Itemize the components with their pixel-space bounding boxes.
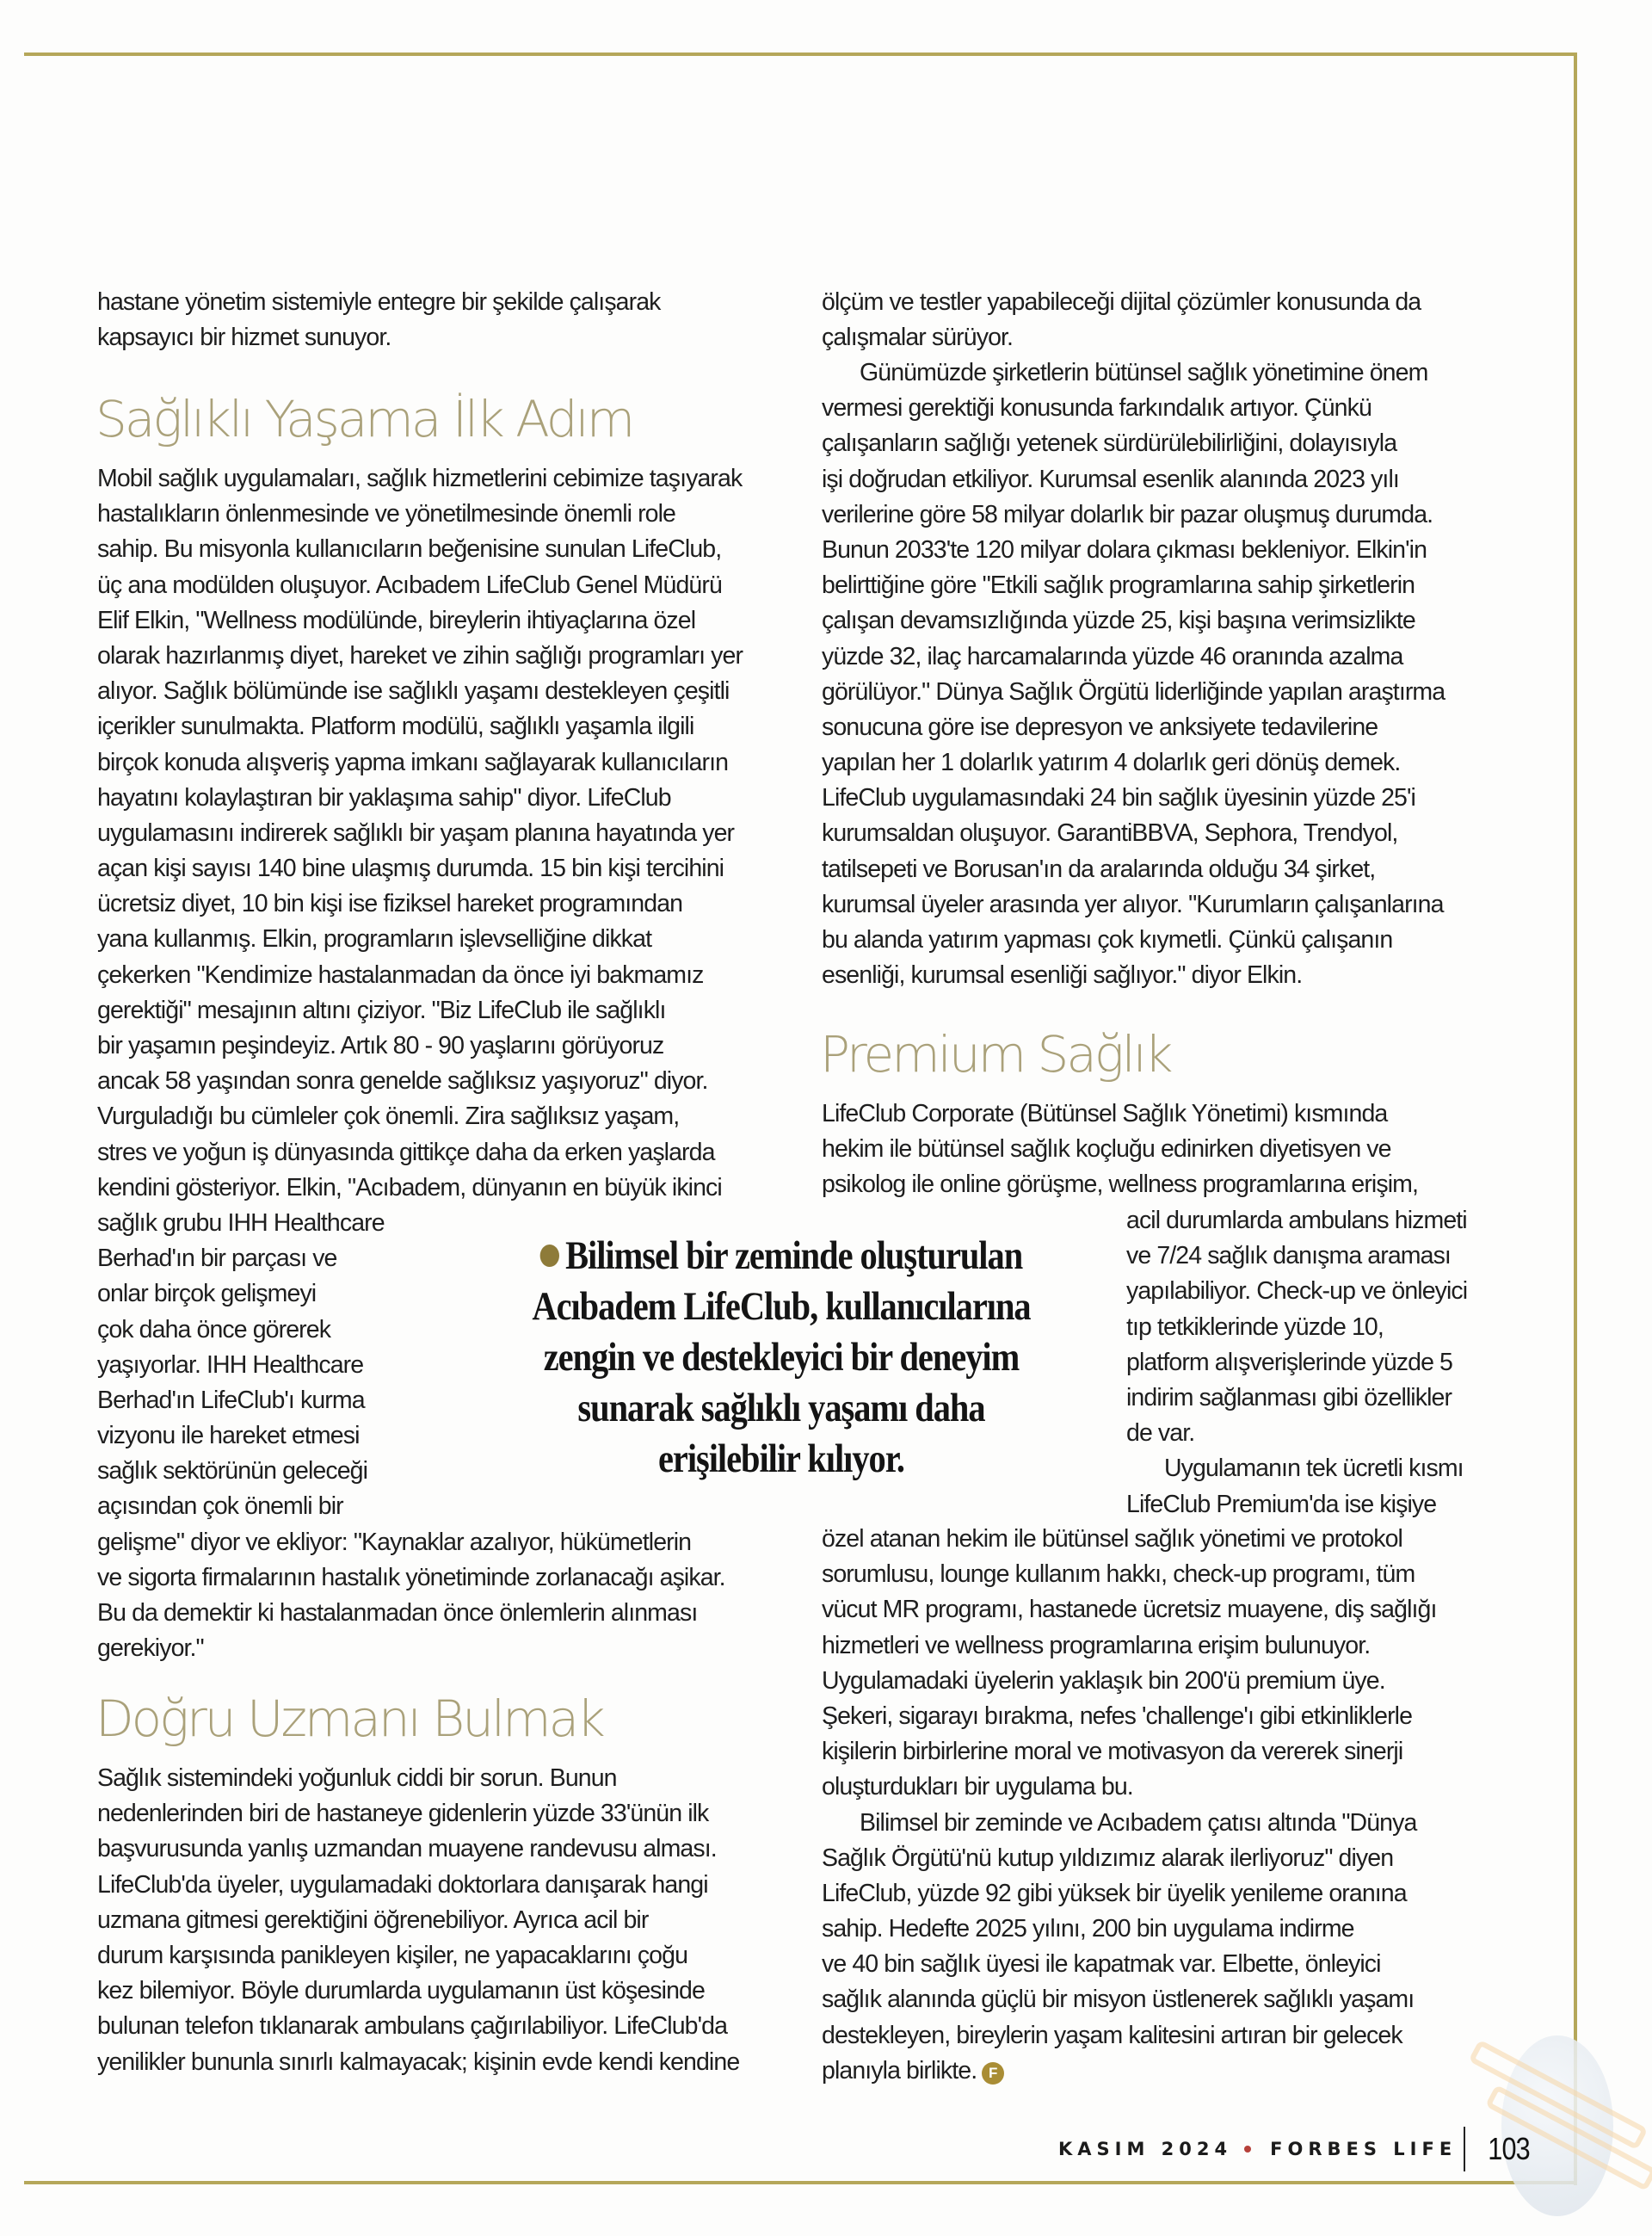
body-line: özel atanan hekim ile bütünsel sağlık yönetimi ve protokol bbox=[822, 1525, 1402, 1553]
scan-artifact bbox=[704, 15, 773, 34]
body-line: gerektiği" mesajının altını çiziyor. "Biz LifeClub ile sağlıklı bbox=[97, 996, 666, 1024]
body-line: bulunan telefon tıklanarak ambulans çağırılabiliyor. LifeClub'da bbox=[97, 2012, 728, 2041]
body-line: çok daha önce görerek bbox=[97, 1315, 331, 1343]
body-line: işi doğrudan etkiliyor. Kurumsal esenlik alanında 2023 yılı bbox=[822, 465, 1399, 493]
body-line: hizmetleri ve wellness programlarına erişim bulunuyor. bbox=[822, 1631, 1371, 1659]
body-line: Uygulamadaki üyelerin yaklaşık bin 200'ü premium üye. bbox=[822, 1666, 1385, 1695]
body-line: yana kullanmış. Elkin, programların işlevselliğine dikkat bbox=[97, 925, 652, 954]
body-line: vücut MR programı, hastanede ücretsiz muayene, diş sağlığı bbox=[822, 1596, 1437, 1624]
body-line: çalışmalar sürüyor. bbox=[822, 324, 1014, 352]
body-line: tıp tetkiklerinde yüzde 10, bbox=[1126, 1313, 1384, 1341]
body-line: stres ve yoğun iş dünyasında gittikçe daha da erken yaşlarda bbox=[97, 1138, 715, 1166]
pull-quote-line-5: erişilebilir kılıyor. bbox=[657, 1436, 904, 1481]
body-line: nedenlerinden biri de hastaneye gidenlerin yüzde 33'ünün ilk bbox=[97, 1800, 709, 1828]
section-heading-dogru-uzman: Doğru Uzmanı Bulmak bbox=[96, 1689, 603, 1748]
frame-top-rule bbox=[24, 53, 1577, 56]
body-line: çalışanların sağlığı yetenek sürdürülebilirliğini, dolayısıyla bbox=[822, 429, 1397, 458]
frame-right-rule bbox=[1574, 53, 1577, 2185]
body-line: hastalıkların önlenmesinde ve yönetilmesinde önemli role bbox=[97, 500, 675, 528]
body-line: çalışan devamsızlığında yüzde 25, kişi başına verimsizlikte bbox=[822, 607, 1415, 635]
body-line: LifeClub Premium'da ise kişiye bbox=[1126, 1490, 1437, 1518]
body-line: hekim ile bütünsel sağlık koçluğu edinirken diyetisyen ve bbox=[822, 1135, 1391, 1164]
body-line: tatilsepeti ve Borusan'ın da aralarında olduğu 34 şirket, bbox=[822, 855, 1376, 883]
body-line: esenliği, kurumsal esenliği sağlıyor." diyor Elkin. bbox=[822, 961, 1303, 990]
body-line: vizyonu ile hareket etmesi bbox=[97, 1422, 360, 1450]
body-line: yenilikler bununla sınırlı kalmayacak; kişinin evde kendi kendine bbox=[97, 2048, 740, 2076]
body-line: sahip. Hedefte 2025 yılını, 200 bin uygulama indirme bbox=[822, 1915, 1354, 1943]
body-line: yüzde 32, ilaç harcamalarında yüzde 46 oranında azalma bbox=[822, 642, 1403, 670]
pull-quote-line-1: Bilimsel bir zeminde oluşturulan bbox=[515, 1231, 1047, 1282]
section-heading-premium-saglik: Premium Sağlık bbox=[820, 1025, 1171, 1084]
forbes-end-mark-icon: F bbox=[982, 2062, 1004, 2085]
pull-quote-line-2: Acıbadem LifeClub, kullanıcılarına bbox=[532, 1284, 1031, 1329]
body-line: içerikler sunulmakta. Platform modülü, sağlıklı yaşamla ilgili bbox=[97, 713, 694, 741]
body-line: psikolog ile online görüşme, wellness programlarına erişim, bbox=[822, 1171, 1418, 1199]
footer-publication: FORBES LIFE bbox=[1270, 2139, 1458, 2159]
body-line: sağlık sektörünün geleceği bbox=[97, 1457, 368, 1486]
body-line: platform alışverişlerinde yüzde 5 bbox=[1126, 1348, 1452, 1376]
body-line: Elif Elkin, "Wellness modülünde, bireylerin ihtiyaçlarına özel bbox=[97, 606, 696, 634]
pull-quote-line-4: sunarak sağlıklı yaşamı daha bbox=[577, 1386, 985, 1430]
body-line: Mobil sağlık uygulamaları, sağlık hizmetlerini cebimize taşıyarak bbox=[97, 465, 743, 492]
left-column-section2-body bbox=[97, 1761, 803, 2080]
right-column-section3-narrow bbox=[1126, 1203, 1531, 1523]
body-line: sağlık grubu IHH Healthcare bbox=[97, 1208, 385, 1237]
body-line: hayatını kolaylaştıran bir yaklaşıma sahip" diyor. LifeClub bbox=[97, 783, 671, 812]
body-line: üç ana modülden oluşuyor. Acıbadem LifeClub Genel Müdürü bbox=[97, 571, 722, 599]
body-line: belirttiğine göre "Etkili sağlık programlarına sahip şirketlerin bbox=[822, 571, 1415, 600]
body-line: açan kişi sayısı 140 bine ulaşmış durumda. 15 bin kişi tercihini bbox=[97, 855, 724, 883]
left-column-section1-body bbox=[97, 461, 803, 1666]
body-line: vermesi gerektiği konusunda farkındalık artıyor. Çünkü bbox=[822, 394, 1372, 423]
body-line: Sağlık Örgütü'nü kutup yıldızımız alarak ilerliyoruz" diyen bbox=[822, 1844, 1394, 1872]
body-line: indirim sağlanması gibi özellikler bbox=[1126, 1383, 1452, 1411]
body-line: kurumsal üyeler arasında yer alıyor. "Kurumların çalışanlarına bbox=[822, 890, 1444, 918]
body-line: kendini gösteriyor. Elkin, "Acıbadem, dünyanın en büyük ikinci bbox=[97, 1173, 722, 1201]
body-line: Bilimsel bir zeminde ve Acıbadem çatısı altında "Dünya bbox=[860, 1808, 1417, 1837]
body-line: hastane yönetim sistemiyle entegre bir şekilde çalışarak bbox=[97, 288, 661, 316]
body-line: sağlık alanında güçlü bir misyon üstlenerek sağlıklı yaşamı bbox=[822, 1986, 1415, 2014]
body-line: uygulamasını indirerek sağlıklı bir yaşam planına hayatında yer bbox=[97, 818, 735, 847]
body-line: onlar birçok gelişmeyi bbox=[97, 1280, 317, 1308]
body-line: yaşıyorlar. IHH Healthcare bbox=[97, 1350, 364, 1379]
body-line: Bu da demektir ki hastalanmadan önce önlemlerin alınması bbox=[97, 1599, 698, 1627]
body-line: verilerine göre 58 milyar dolarlık bir pazar oluşmuş durumda. bbox=[822, 500, 1433, 528]
footer-issue-date: KASIM 2024 bbox=[1058, 2139, 1233, 2159]
pull-quote-line-3: zengin ve destekleyici bir deneyim bbox=[543, 1335, 1020, 1380]
body-line: LifeClub uygulamasındaki 24 bin sağlık üyesinin yüzde 25'i bbox=[822, 784, 1415, 812]
body-line: gerekiyor." bbox=[97, 1634, 204, 1663]
body-line: yapılabiliyor. Check-up ve önleyici bbox=[1126, 1277, 1468, 1306]
right-column-paragraph2 bbox=[822, 355, 1527, 993]
body-line: LifeClub Corporate (Bütünsel Sağlık Yönetimi) kısmında bbox=[822, 1100, 1388, 1127]
page-number: 103 bbox=[1488, 2131, 1530, 2166]
body-line: LifeClub, yüzde 92 gibi yüksek bir üyelik yenileme oranına bbox=[822, 1879, 1407, 1907]
body-line: birçok konuda alışveriş yapma imkanı sağlayarak kullanıcıların bbox=[97, 748, 729, 776]
body-line: bir yaşamın peşindeyiz. Artık 80 - 90 yaşlarını görüyoruz bbox=[97, 1032, 664, 1059]
footer-divider bbox=[1464, 2127, 1465, 2171]
frame-bottom-rule bbox=[24, 2181, 1577, 2184]
body-line: ücretsiz diyet, 10 bin kişi ise fiziksel hareket programından bbox=[97, 890, 683, 918]
pull-quote-bullet-icon bbox=[540, 1245, 559, 1267]
body-line: acil durumlarda ambulans hizmeti bbox=[1126, 1207, 1467, 1234]
body-line: ve 7/24 sağlık danışma araması bbox=[1126, 1242, 1451, 1270]
left-column-intro bbox=[97, 285, 803, 355]
body-line: Berhad'ın bir parçası ve bbox=[97, 1245, 337, 1273]
body-line: kurumsaldan oluşuyor. GarantiBBVA, Sephora, Trendyol, bbox=[822, 819, 1398, 848]
scan-artifact bbox=[886, 15, 972, 34]
footer-dot-icon bbox=[1244, 2146, 1251, 2153]
body-line: kapsayıcı bir hizmet sunuyor. bbox=[97, 324, 391, 352]
body-line: ölçüm ve testler yapabileceği dijital çözümler konusunda da bbox=[822, 288, 1421, 316]
body-line: Bunun 2033'te 120 milyar dolara çıkması bekleniyor. Elkin'in bbox=[822, 535, 1427, 564]
body-line: gelişme" diyor ve ekliyor: "Kaynaklar azalıyor, hükümetlerin bbox=[97, 1528, 692, 1556]
right-column-intro bbox=[822, 285, 1527, 355]
pull-quote bbox=[472, 1231, 1091, 1485]
body-line: oluşturdukları bir uygulama bu. bbox=[822, 1773, 1133, 1801]
body-line: uzmana gitmesi gerektiğini öğrenebiliyor. Ayrıca acil bir bbox=[97, 1906, 649, 1934]
section-heading-saglikli-yasama: Sağlıklı Yaşama İlk Adım bbox=[96, 390, 633, 448]
body-line: sonucuna göre ise depresyon ve anksiyete tedavilerine bbox=[822, 713, 1378, 741]
right-column-section3-after bbox=[822, 1522, 1527, 2089]
body-line: ve sigorta firmalarının hastalık yönetiminde zorlanacağı aşikar. bbox=[97, 1563, 725, 1591]
body-line: çekerken "Kendimize hastalanmadan da önce iyi bakmamız bbox=[97, 960, 704, 989]
body-line: Günümüzde şirketlerin bütünsel sağlık yönetimine önem bbox=[860, 359, 1428, 386]
page-footer bbox=[1058, 2128, 1533, 2171]
body-line: olarak hazırlanmış diyet, hareket ve zihin sağlığı programları yer bbox=[97, 641, 743, 670]
body-line: Şekeri, sigarayı bırakma, nefes 'challenge'ı gibi etkinliklerle bbox=[822, 1702, 1413, 1730]
body-line: durum karşısında panikleyen kişiler, ne yapacaklarını çoğu bbox=[97, 1941, 688, 1969]
body-line: LifeClub'da üyeler, uygulamadaki doktorlara danışarak hangi bbox=[97, 1870, 708, 1899]
right-column-section3-full bbox=[822, 1096, 1527, 1203]
body-line: bu alanda yatırım yapması çok kıymetli. Çünkü çalışanın bbox=[822, 926, 1393, 954]
body-line: ancak 58 yaşından sonra genelde sağlıksız yaşıyoruz" diyor. bbox=[97, 1067, 708, 1096]
body-line: kez bilemiyor. Böyle durumlarda uygulamanın üst köşesinde bbox=[97, 1977, 705, 2005]
body-line: başvurusunda yanlış uzmandan muayene randevusu alması. bbox=[97, 1835, 717, 1863]
body-line: Berhad'ın LifeClub'ı kurma bbox=[97, 1386, 365, 1414]
body-line: görülüyor." Dünya Sağlık Örgütü liderliğinde yapılan araştırma bbox=[822, 677, 1446, 706]
body-line: kişilerin birbirlerine moral ve motivasyon da vererek sinerji bbox=[822, 1738, 1403, 1766]
body-line: destekleyen, bireylerin yaşam kalitesini artıran bir gelecek bbox=[822, 2021, 1402, 2049]
body-line: sahip. Bu misyonla kullanıcıların beğenisine sunulan LifeClub, bbox=[97, 535, 722, 564]
body-line: de var. bbox=[1126, 1419, 1195, 1448]
body-line: alıyor. Sağlık bölümünde ise sağlıklı yaşamı destekleyen çeşitli bbox=[97, 677, 730, 706]
body-line: açısından çok önemli bir bbox=[97, 1492, 343, 1521]
body-line: Sağlık sistemindeki yoğunluk ciddi bir sorun. Bunun bbox=[97, 1764, 617, 1792]
body-line: sorumlusu, lounge kullanım hakkı, check-up programı, tüm bbox=[822, 1560, 1415, 1589]
body-line: Uygulamanın tek ücretli kısmı bbox=[1164, 1455, 1464, 1483]
body-line: planıyla birlikte. F bbox=[822, 2054, 1527, 2089]
body-line: Vurguladığı bu cümleler çok önemli. Zira sağlıksız yaşam, bbox=[97, 1103, 680, 1131]
body-line: yapılan her 1 dolarlık yatırım 4 dolarlık geri dönüş demek. bbox=[822, 749, 1401, 777]
body-line: ve 40 bin sağlık üyesi ile kapatmak var. Elbette, önleyici bbox=[822, 1950, 1381, 1979]
